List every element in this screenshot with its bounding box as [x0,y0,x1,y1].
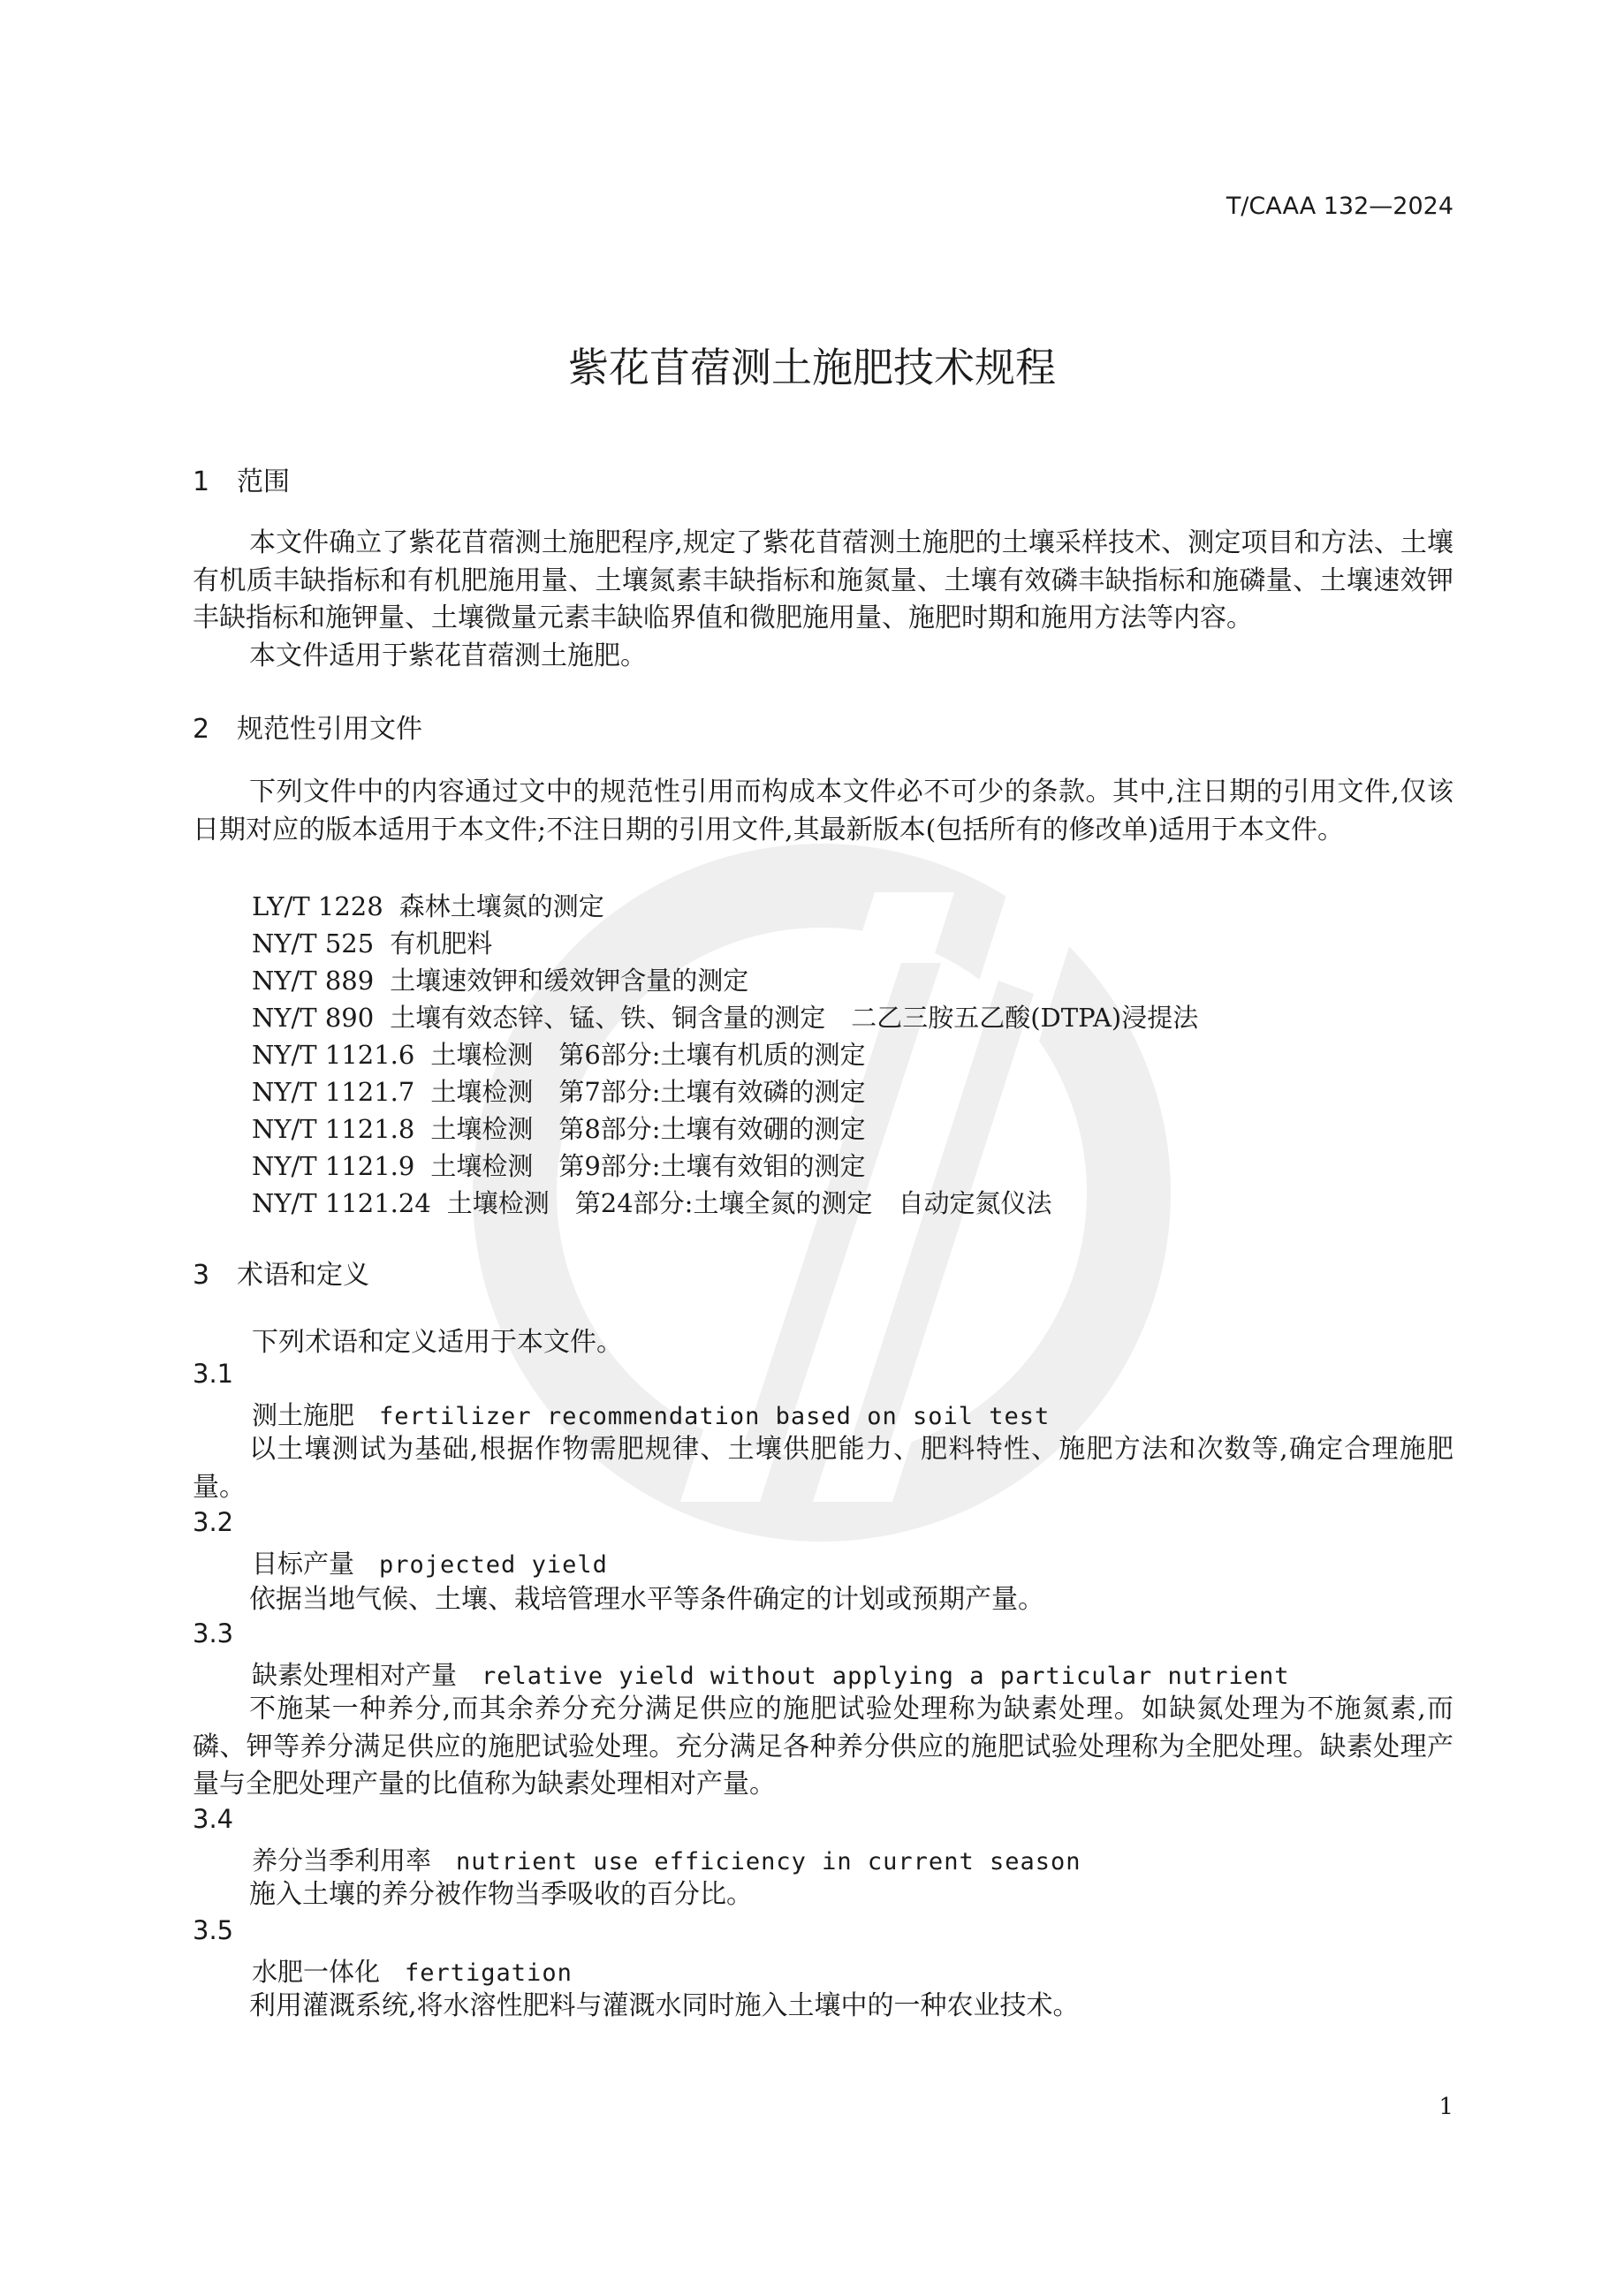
term-entry [252,1952,573,1989]
term-zh: 养分当季利用率 [252,1845,432,1875]
term-entry [252,1544,608,1580]
term-definition: 利用灌溉系统,将水溶性肥料与灌溉水同时施入土壤中的一种农业技术。 [249,1990,1080,2021]
term-en: nutrient use efficiency in current season [456,1848,1081,1875]
section-number: 2 [193,714,210,745]
term-entry [252,1656,1290,1692]
scope-paragraph: 本文件确立了紫花苜蓿测土施肥程序,规定了紫花苜蓿测土施肥的土壤采样技术、测定项目和方法、土壤有机质丰缺指标和有机肥施用量、土壤氮素丰缺指标和施氮量、土壤有效磷丰缺指标和施磷量、土壤速效钾丰缺指标和施钾量、土壤微量元素丰缺临界值和微肥施用量、施肥时期和施用方法等内容。 [193,527,1453,633]
term-en: fertigation [405,1959,573,1987]
reference-item: NY/T 1121.8 土壤检测 第8部分:土壤有效硼的测定 [252,1114,866,1144]
reference-item: LY/T 1228 森林土壤氮的测定 [252,891,604,921]
reference-item: NY/T 1121.9 土壤检测 第9部分:土壤有效钼的测定 [252,1151,866,1181]
section-heading-scope [193,459,290,498]
scope-applicability: 本文件适用于紫花苜蓿测土施肥。 [249,640,647,671]
section-title: 范围 [237,466,290,497]
term-en: fertilizer recommendation based on soil test [379,1403,1051,1430]
reference-item: NY/T 889 土壤速效钾和缓效钾含量的测定 [252,966,749,996]
section-number: 1 [193,466,210,497]
refs-intro: 下列文件中的内容通过文中的规范性引用而构成本文件必不可少的条款。其中,注日期的引用文件,仅该日期对应的版本适用于本文件;不注日期的引用文件,其最新版本(包括所有的修改单)适用于本文件。 [193,777,1453,845]
section-heading-terms [193,1253,369,1292]
term-zh: 目标产量 [252,1549,355,1579]
term-number: 3.5 [193,1915,234,1945]
reference-item: NY/T 1121.24 土壤检测 第24部分:土壤全氮的测定 自动定氮仪法 [252,1188,1052,1218]
reference-item: NY/T 890 土壤有效态锌、锰、铁、铜含量的测定 二乙三胺五乙酸(DTPA)浸提法 [252,1003,1199,1033]
term-definition: 以土壤测试为基础,根据作物需肥规律、土壤供肥能力、肥料特性、施肥方法和次数等,确定合理施肥量。 [193,1434,1453,1503]
term-en: projected yield [379,1551,608,1579]
term-en: relative yield without applying a particular nutrient [482,1663,1290,1690]
term-zh: 测土施肥 [252,1400,355,1430]
reference-item: NY/T 525 有机肥料 [252,928,493,959]
page-number: 1 [1438,2094,1453,2120]
term-zh: 水肥一体化 [252,1957,381,1987]
term-definition: 施入土壤的养分被作物当季吸收的百分比。 [249,1879,753,1910]
terms-intro: 下列术语和定义适用于本文件。 [252,1327,623,1358]
term-entry [252,1841,1081,1877]
term-number: 3.1 [193,1359,234,1389]
term-number: 3.4 [193,1804,234,1834]
section-title: 术语和定义 [237,1260,369,1291]
term-definition: 不施某一种养分,而其余养分充分满足供应的施肥试验处理称为缺素处理。如缺氮处理为不施氮素,而磷、钾等养分满足供应的施肥试验处理。充分满足各种养分供应的施肥试验处理称为全肥处理。缺素处理产量与全肥处理产量的比值称为缺素处理相对产量。 [193,1694,1453,1800]
term-definition: 依据当地气候、土壤、栽培管理水平等条件确定的计划或预期产量。 [249,1584,1044,1615]
document-title: 紫花苜蓿测土施肥技术规程 [568,344,1056,391]
section-title: 规范性引用文件 [237,714,422,745]
reference-item: NY/T 1121.7 土壤检测 第7部分:土壤有效磷的测定 [252,1077,866,1107]
term-zh: 缺素处理相对产量 [252,1660,458,1690]
term-number: 3.2 [193,1507,234,1537]
term-entry [252,1396,1050,1432]
document-code: T/CAAA 132—2024 [1226,193,1453,220]
reference-item: NY/T 1121.6 土壤检测 第6部分:土壤有机质的测定 [252,1040,866,1070]
section-heading-refs [193,707,422,746]
term-number: 3.3 [193,1618,234,1648]
section-number: 3 [193,1260,210,1291]
